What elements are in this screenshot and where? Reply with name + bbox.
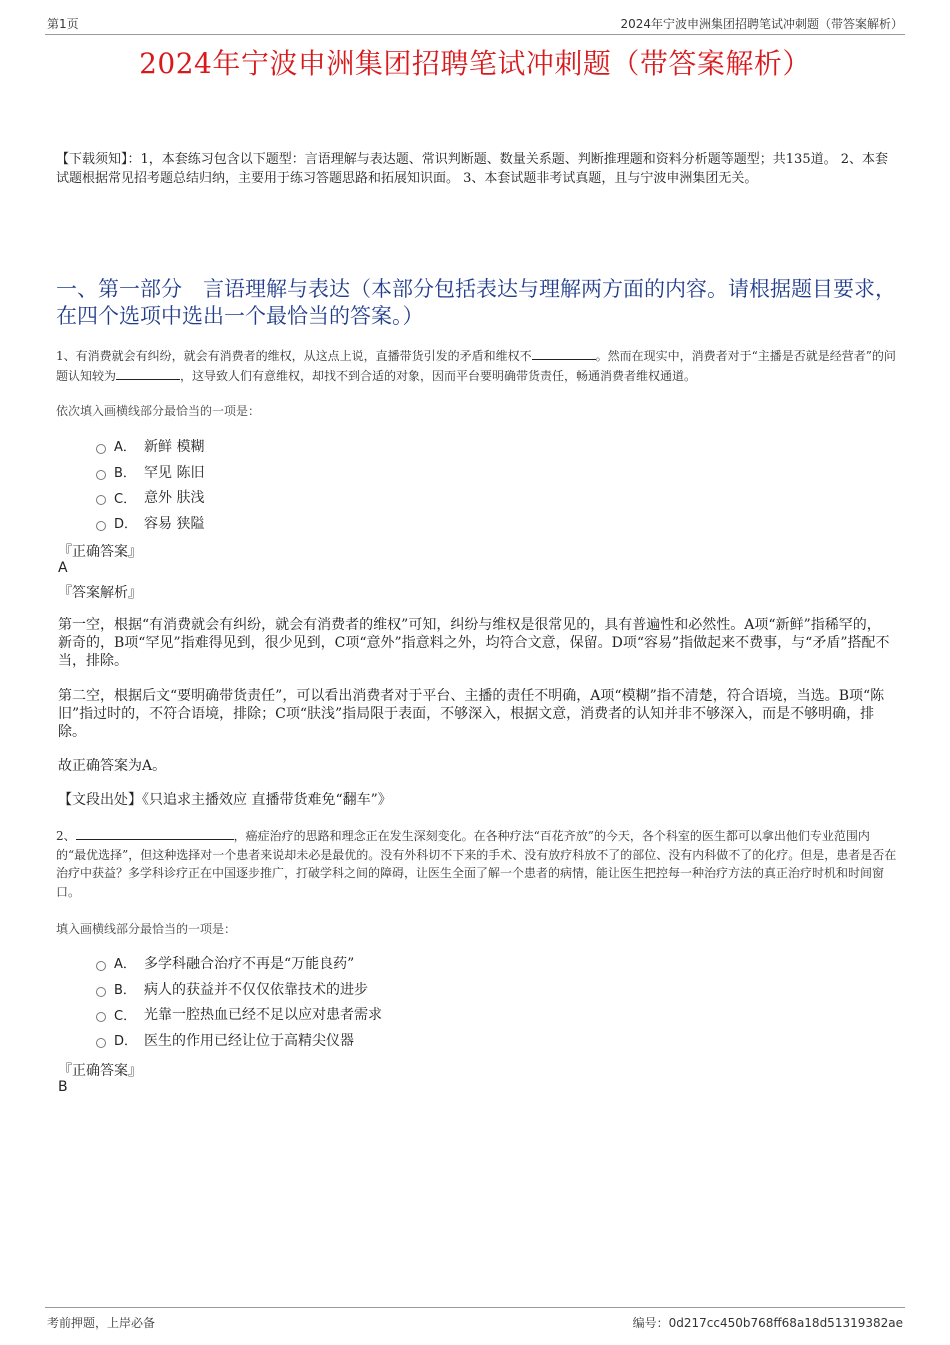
question-2-options	[96, 950, 382, 1053]
footer-slogan: 考前押题，上岸必备	[47, 1316, 156, 1330]
answer-blank	[532, 346, 596, 360]
radio-icon[interactable]	[96, 444, 106, 454]
answer-blank	[76, 826, 234, 840]
question-2-prompt: 填入画横线部分最恰当的一项是：	[56, 922, 237, 936]
document-title: 2024年宁波申洲集团招聘笔试冲刺题（带答案解析）	[139, 47, 811, 80]
analysis-label: 『答案解析』	[58, 585, 142, 601]
option-c[interactable]: C． 光靠一腔热血已经不足以应对患者需求	[96, 1001, 382, 1027]
option-c[interactable]: C． 意外 肤浅	[96, 484, 204, 510]
option-a[interactable]: A． 新鲜 模糊	[96, 433, 204, 459]
option-d[interactable]: D． 容易 狭隘	[96, 510, 204, 536]
question-2-text: 2、 ，癌症治疗的思路和理念正在发生深刻变化。在各种疗法“百花齐放”的今天，各个科室的医生都可以拿出他们专业范围内的“最优选择”，但这种选择对一个患者来说却未必是最优的。没有外科切不下来的手术、没有放疗科放不了的部位、没有内科做不了的化疗。但是，患者是否在治疗中获益？多学科诊疗正在中国逐步推广，打破学科之间的障碍，让医生全面了解一个患者的病情，能让医生把控每一种治疗方法的真正治疗时机和时间窗口。	[56, 826, 898, 901]
analysis-paragraph-2: 第二空，根据后文“要明确带货责任”，可以看出消费者对于平台、主播的责任不明确，A项“模糊”指不清楚，符合语境，当选。B项“陈旧”指过时的，不符合语境，排除；C项“肤浅”指局限于表面，不够深入，根据文意，消费者的认知并非不够深入，而是不够明确，排除。	[58, 688, 885, 740]
section-title: 一、第一部分 言语理解与表达（本部分包括表达与理解两方面的内容。请根据题目要求，在四个选项中选出一个最恰当的答案。）	[56, 277, 896, 328]
radio-icon[interactable]	[96, 495, 106, 505]
footer-code: 编号：0d217cc450b768ff68a18d51319382ae	[632, 1316, 903, 1330]
radio-icon[interactable]	[96, 961, 106, 971]
question-1-options	[96, 433, 204, 536]
radio-icon[interactable]	[96, 1012, 106, 1022]
radio-icon[interactable]	[96, 521, 106, 531]
option-d[interactable]: D． 医生的作用已经让位于高精尖仪器	[96, 1027, 382, 1053]
radio-icon[interactable]	[96, 987, 106, 997]
question-1-prompt: 依次填入画横线部分最恰当的一项是：	[56, 404, 261, 418]
correct-answer-value: B	[58, 1079, 68, 1095]
question-1-text: 1、有消费就会有纠纷，就会有消费者的维权，从这点上说，直播带货引发的矛盾和维权不 。然而在现实中，消费者对于“主播是否就是经营者”的问题认知较为 ，这导致人们有意维权，却找不到合适的对象，因而平台要明确带货责任，畅通消费者维权通道。	[56, 346, 898, 385]
correct-answer-label: 『正确答案』	[58, 544, 142, 560]
correct-answer-value: A	[58, 560, 68, 576]
download-notice: 【下载须知】：1，本套练习包含以下题型：言语理解与表达题、常识判断题、数量关系题、判断推理题和资料分析题等题型；共135道。 2、本套试题根据常见招考题总结归纳，主要用于练习答题思路和拓展知识面。 3、本套试题非考试真题，且与宁波申洲集团无关。	[56, 152, 888, 186]
page-number: 第1页	[47, 17, 79, 31]
radio-icon[interactable]	[96, 470, 106, 480]
answer-blank	[116, 366, 180, 380]
passage-source: 【文段出处】《只追求主播效应 直播带货难免“翻车”》	[58, 792, 392, 808]
page-header	[45, 14, 905, 35]
radio-icon[interactable]	[96, 1038, 106, 1048]
correct-answer-label: 『正确答案』	[58, 1063, 142, 1079]
page-footer	[45, 1307, 905, 1336]
option-a[interactable]: A． 多学科融合治疗不再是“万能良药”	[96, 950, 382, 976]
analysis-conclusion: 故正确答案为A。	[58, 758, 167, 774]
option-b[interactable]: B． 罕见 陈旧	[96, 459, 204, 485]
option-b[interactable]: B． 病人的获益并不仅仅依靠技术的进步	[96, 976, 382, 1002]
analysis-paragraph-1: 第一空，根据“有消费就会有纠纷，就会有消费者的维权”可知，纠纷与维权是很常见的，具有普遍性和必然性。A项“新鲜”指稀罕的，新奇的，B项“罕见”指难得见到，很少见到，C项“意外”指意料之外，均符合文意，保留。D项“容易”指做起来不费事，与“矛盾”搭配不当，排除。	[58, 617, 890, 669]
header-doc-title: 2024年宁波申洲集团招聘笔试冲刺题（带答案解析）	[620, 17, 903, 31]
